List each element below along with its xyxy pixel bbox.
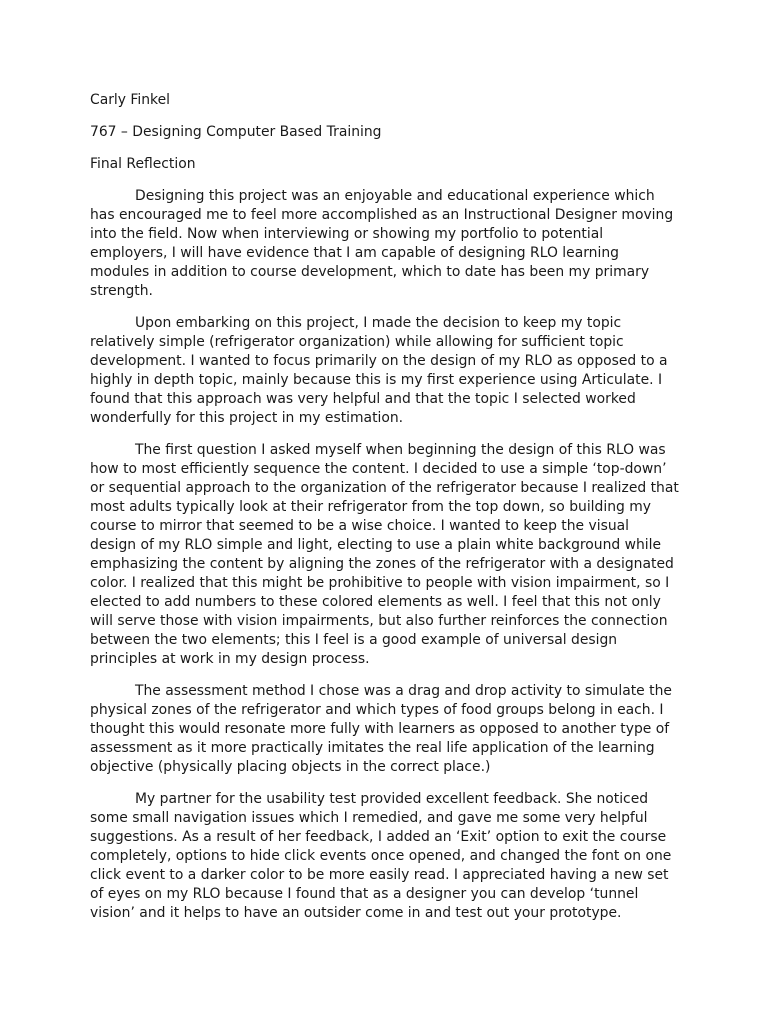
paragraph-4: The assessment method I chose was a drag and drop activity to simulate the physical zones of the refrigerator and which types of food groups belong in each. I thought this would resonate more fully with learners as opposed to another type of assessment as it more practically imitates the real life application of the learning objective (physically placing objects in the correct place.) [90, 683, 672, 775]
document-body [90, 91, 680, 936]
paragraph-3: The first question I asked myself when beginning the design of this RLO was how to most efficiently sequence the content. I decided to use a simple ‘top-down’ or sequential approach to the organization of the refrigerator because I realized that most adults typically look at their refrigerator from the top down, so building my course to mirror that seemed to be a wise choice. I wanted to keep the visual design of my RLO simple and light, electing to use a plain white background while emphasizing the content by aligning the zones of the refrigerator with a designated color. I realized that this might be prohibitive to people with vision impairment, so I elected to add numbers to these colored elements as well. I feel that this not only will serve those with vision impairments, but also further reinforces the connection between the two elements; this I feel is a good example of universal design principles at work in my design process. [90, 442, 679, 667]
course-title: 767 – Designing Computer Based Training [90, 124, 382, 140]
paragraph-5: My partner for the usability test provided excellent feedback. She noticed some small navigation issues which I remedied, and gave me some very helpful suggestions. As a result of her feedback, I added an ‘Exit’ option to exit the course completely, options to hide click events once opened, and changed the font on one click event to a darker color to be more easily read. I appreciated having a new set of eyes on my RLO because I found that as a designer you can develop ‘tunnel vision’ and it helps to have an outsider come in and test out your prototype. [90, 791, 672, 921]
paragraph-2: Upon embarking on this project, I made the decision to keep my topic relatively simple (refrigerator organization) while allowing for sufficient topic development. I wanted to focus primarily on the design of my RLO as opposed to a highly in depth topic, mainly because this is my first experience using Articulate. I found that this approach was very helpful and that the topic I selected worked wonderfully for this project in my estimation. [90, 315, 668, 426]
author-name: Carly Finkel [90, 92, 171, 108]
paragraph-1: Designing this project was an enjoyable and educational experience which has encouraged me to feel more accomplished as an Instructional Designer moving into the field. Now when interviewing or showing my portfolio to potential employers, I will have evidence that I am capable of designing RLO learning modules in addition to course development, which to date has been my primary strength. [90, 188, 674, 299]
document-title: Final Reflection [90, 156, 196, 172]
